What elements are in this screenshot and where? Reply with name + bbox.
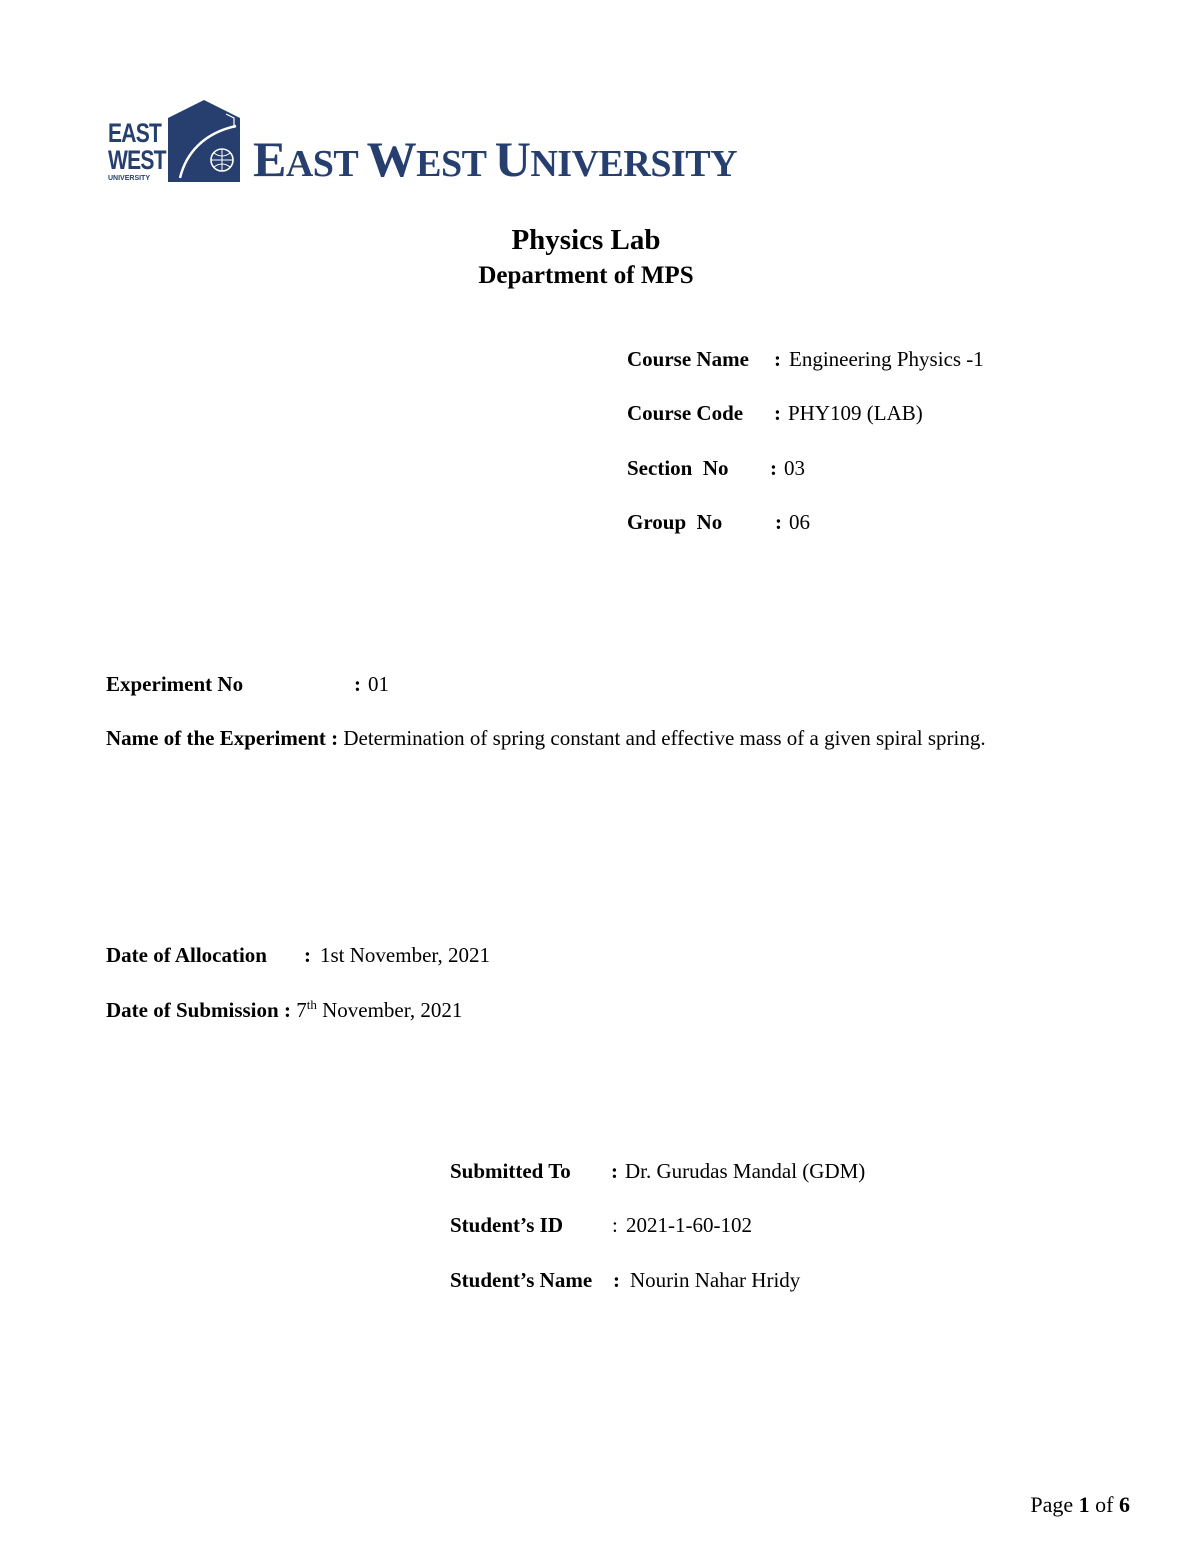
logo-name-cap2: W (366, 131, 417, 187)
university-name (253, 131, 738, 187)
department-title: Department of MPS (478, 262, 694, 289)
experiment-no-sep: : (354, 672, 361, 696)
logo-monogram-line1: EAST (108, 118, 162, 148)
course-code-value: PHY109 (LAB) (788, 401, 923, 425)
student-name-sep: : (613, 1268, 620, 1292)
page-total: 6 (1119, 1492, 1130, 1517)
logo-monogram-line3: UNIVERSITY (108, 175, 151, 182)
submitted-to-label: Submitted To (450, 1159, 571, 1183)
submission-date-line (106, 997, 462, 1023)
course-name-value: Engineering Physics -1 (789, 347, 984, 371)
submission-date-rest: November, 2021 (316, 998, 463, 1022)
page-current: 1 (1078, 1492, 1090, 1517)
submission-date-suffix: th (306, 997, 317, 1012)
experiment-no-value: 01 (368, 672, 389, 696)
section-no-sep: : (770, 456, 777, 480)
logo-monogram (108, 120, 164, 182)
page-of-word: of (1089, 1492, 1119, 1517)
submission-date-label: Date of Submission : (106, 998, 291, 1022)
student-name-label: Student’s Name (450, 1268, 593, 1292)
page-title: Physics Lab (511, 224, 661, 256)
group-no-value: 06 (789, 510, 810, 534)
allocation-date-value: 1st November, 2021 (320, 943, 491, 967)
section-no-label: Section No (627, 456, 729, 480)
logo-name-cap3: U (494, 131, 531, 187)
page-number (1030, 1492, 1130, 1518)
page-word: Page (1030, 1492, 1079, 1517)
logo-name-rest3: NIVERSITY (530, 143, 738, 185)
course-name-sep: : (774, 347, 781, 371)
submission-date-day: 7 (296, 998, 307, 1022)
experiment-name-line (106, 726, 986, 751)
section-no-value: 03 (784, 456, 805, 480)
course-code-label: Course Code (627, 401, 744, 425)
submitted-to-value: Dr. Gurudas Mandal (GDM) (625, 1159, 866, 1183)
group-no-sep: : (775, 510, 782, 534)
logo-emblem-icon (166, 98, 248, 182)
group-no-label: Group No (627, 510, 723, 534)
student-name-value: Nourin Nahar Hridy (630, 1268, 801, 1292)
university-logo (108, 98, 738, 187)
allocation-date-sep: : (304, 943, 311, 967)
logo-monogram-line2: WEST (108, 145, 166, 175)
logo-name-cap1: E (253, 131, 286, 187)
student-id-value: 2021-1-60-102 (626, 1213, 752, 1237)
student-id-label: Student’s ID (450, 1213, 563, 1237)
experiment-no-label: Experiment No (106, 672, 244, 696)
logo-name-rest1: AST (285, 143, 367, 185)
submission-date-value (296, 998, 462, 1022)
logo-name-rest2: EST (416, 143, 495, 185)
allocation-date-label: Date of Allocation (106, 943, 267, 967)
experiment-name-value: Determination of spring constant and effective mass of a given spiral spring. (343, 726, 986, 750)
course-code-sep: : (774, 401, 781, 425)
student-id-sep: : (612, 1213, 618, 1237)
experiment-name-label: Name of the Experiment : (106, 726, 339, 750)
submitted-to-sep: : (611, 1159, 618, 1183)
course-name-label: Course Name (627, 347, 749, 371)
